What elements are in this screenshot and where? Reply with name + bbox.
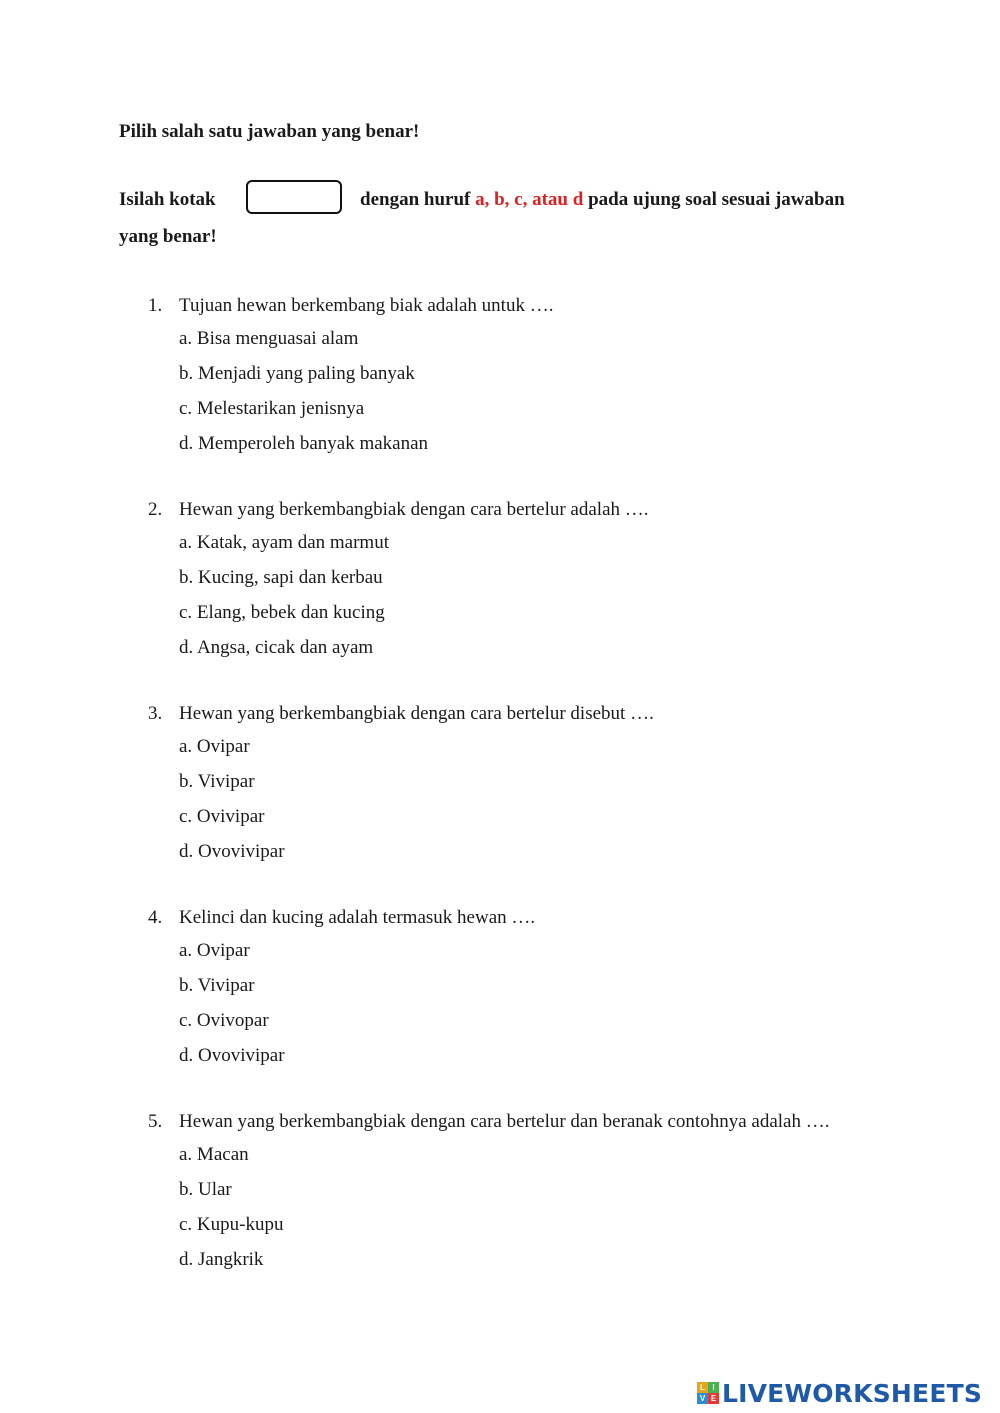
question-line (148, 1107, 908, 1137)
question-block (148, 699, 908, 869)
answer-option: b. Menjadi yang paling banyak (179, 363, 415, 384)
answer-option: a. Bisa menguasai alam (179, 328, 359, 349)
logo-letter: E (708, 1393, 719, 1404)
answer-box-example (246, 180, 342, 214)
answer-option: a. Katak, ayam dan marmut (179, 532, 389, 553)
question-text: Hewan yang berkembangbiak dengan cara bertelur disebut …. (179, 703, 654, 724)
question-number: 4. (148, 907, 163, 928)
instruction-fill-rest (360, 188, 845, 212)
question-number: 2. (148, 499, 163, 520)
instruction-line-end: yang benar! (119, 226, 217, 247)
answer-option: b. Kucing, sapi dan kerbau (179, 567, 383, 588)
liveworksheets-wordmark: LIVEWORKSHEETS (722, 1378, 983, 1408)
answer-option: b. Vivipar (179, 975, 255, 996)
question-number: 1. (148, 295, 163, 316)
answer-option: a. Macan (179, 1144, 249, 1165)
answer-option: d. Jangkrik (179, 1249, 264, 1270)
logo-letter: I (708, 1382, 719, 1393)
answer-option: c. Melestarikan jenisnya (179, 398, 365, 419)
question-number: 3. (148, 703, 163, 724)
answer-option: d. Ovovivipar (179, 841, 285, 862)
instruction-letters-highlight: a, b, c, atau d (475, 189, 584, 210)
answer-option: b. Vivipar (179, 771, 255, 792)
question-text: Tujuan hewan berkembang biak adalah untuk …. (179, 295, 554, 316)
liveworksheets-logo-icon (697, 1382, 719, 1404)
instruction-with-letter: dengan huruf (360, 189, 471, 210)
question-text: Hewan yang berkembangbiak dengan cara bertelur adalah …. (179, 499, 649, 520)
answer-option: d. Memperoleh banyak makanan (179, 433, 429, 454)
question-block (148, 1107, 908, 1277)
instruction-fill-label: Isilah kotak (119, 189, 216, 210)
answer-option: a. Ovipar (179, 940, 250, 961)
answer-option: a. Ovipar (179, 736, 250, 757)
question-text: Hewan yang berkembangbiak dengan cara bertelur dan beranak contohnya adalah …. (179, 1111, 830, 1132)
logo-letter: L (697, 1382, 708, 1393)
answer-option: c. Kupu-kupu (179, 1214, 284, 1235)
question-block (148, 495, 908, 665)
question-block (148, 903, 908, 1073)
question-line (148, 699, 908, 729)
answer-option: b. Ular (179, 1179, 232, 1200)
answer-option: d. Angsa, cicak dan ayam (179, 637, 374, 658)
logo-letter: V (697, 1393, 708, 1404)
question-line (148, 291, 908, 321)
liveworksheets-brand (697, 1378, 982, 1408)
answer-option: c. Ovivopar (179, 1010, 269, 1031)
question-list (148, 291, 908, 1311)
answer-option: d. Ovovivipar (179, 1045, 285, 1066)
instruction-title: Pilih salah satu jawaban yang benar! (119, 121, 420, 142)
answer-option: c. Elang, bebek dan kucing (179, 602, 385, 623)
question-line (148, 903, 908, 933)
instruction-tail: pada ujung soal sesuai jawaban (588, 189, 845, 210)
question-block (148, 291, 908, 461)
answer-option: c. Ovivipar (179, 806, 265, 827)
question-text: Kelinci dan kucing adalah termasuk hewan …. (179, 907, 536, 928)
question-number: 5. (148, 1111, 163, 1132)
question-line (148, 495, 908, 525)
